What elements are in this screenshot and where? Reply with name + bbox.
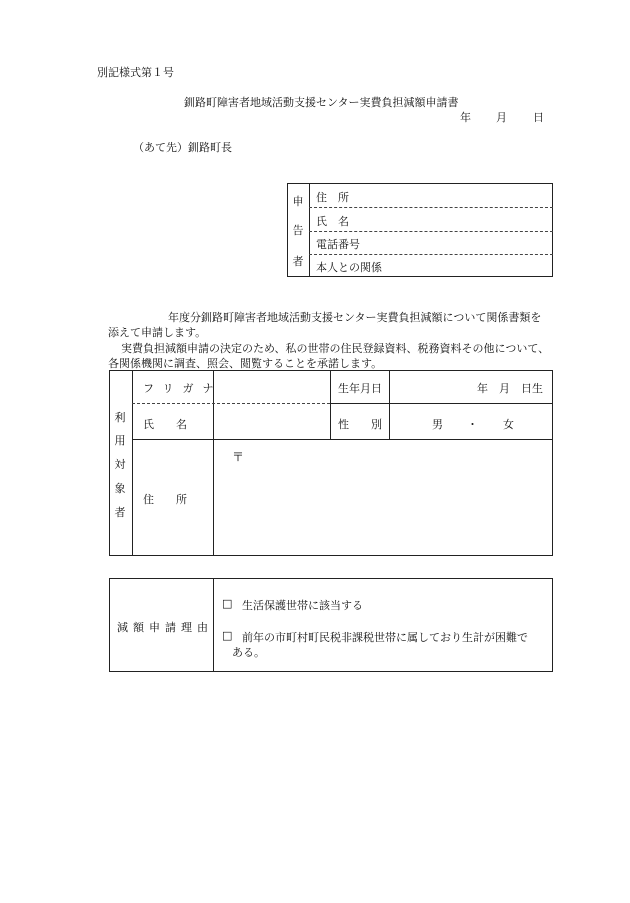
subject-side-5: 者 bbox=[114, 506, 126, 519]
subject-side-2: 用 bbox=[114, 434, 126, 447]
statement-line-4: 各関係機関に調査、照会、閲覧することを承諾します。 bbox=[108, 357, 383, 370]
applicant-name-label: 氏 名 bbox=[316, 215, 349, 228]
applicant-side-3: 者 bbox=[292, 255, 304, 268]
subject-side-1: 利 bbox=[114, 411, 126, 424]
applicant-side-2: 告 bbox=[292, 224, 304, 237]
subject-side-4: 象 bbox=[114, 482, 126, 495]
subject-table bbox=[109, 370, 553, 556]
applicant-relation-label: 本人との関係 bbox=[316, 261, 382, 274]
statement-line-2: 添えて申請します。 bbox=[108, 326, 207, 339]
addressee: （あて先）釧路町長 bbox=[133, 141, 232, 154]
subject-address-label: 住 所 bbox=[143, 493, 187, 506]
sex-female: 女 bbox=[503, 418, 514, 431]
sex-label: 性 別 bbox=[338, 418, 382, 431]
furigana-label: フリガナ bbox=[143, 382, 223, 395]
applicant-phone-label: 電話番号 bbox=[316, 238, 360, 251]
reason-label: 減額申請理由 bbox=[117, 621, 213, 634]
date-day: 日 bbox=[533, 111, 544, 124]
postal-mark: 〒 bbox=[232, 450, 245, 464]
statement-line-1: 年度分釧路町障害者地域活動支援センター実費負担減額について関係書類を bbox=[168, 311, 542, 324]
reason-checkbox-1[interactable]: □ bbox=[222, 597, 233, 610]
reason-option-1: 生活保護世帯に該当する bbox=[242, 599, 363, 612]
form-title: 釧路町障害者地域活動支援センター実費負担減額申請書 bbox=[184, 96, 459, 109]
date-year: 年 bbox=[460, 111, 471, 124]
sex-male: 男 bbox=[432, 418, 443, 431]
sex-separator: ・ bbox=[467, 418, 478, 431]
subject-side-3: 対 bbox=[114, 458, 126, 471]
reason-option-2-line-1: 前年の市町村町民税非課税世帯に属しており生計が困難で bbox=[242, 631, 528, 644]
form-number: 別記様式第１号 bbox=[97, 66, 174, 79]
reason-option-2-line-2: ある。 bbox=[232, 646, 265, 659]
date-month: 月 bbox=[496, 111, 507, 124]
birth-label: 生年月日 bbox=[338, 382, 382, 395]
applicant-address-label: 住 所 bbox=[316, 191, 349, 204]
applicant-side-1: 申 bbox=[292, 195, 304, 208]
reason-checkbox-2[interactable]: □ bbox=[222, 629, 233, 642]
birth-value: 年 月 日生 bbox=[477, 382, 543, 395]
statement-line-3: 実費負担減額申請の決定のため、私の世帯の住民登録資料、税務資料その他について、 bbox=[121, 342, 550, 355]
subject-name-label: 氏 名 bbox=[143, 418, 187, 431]
